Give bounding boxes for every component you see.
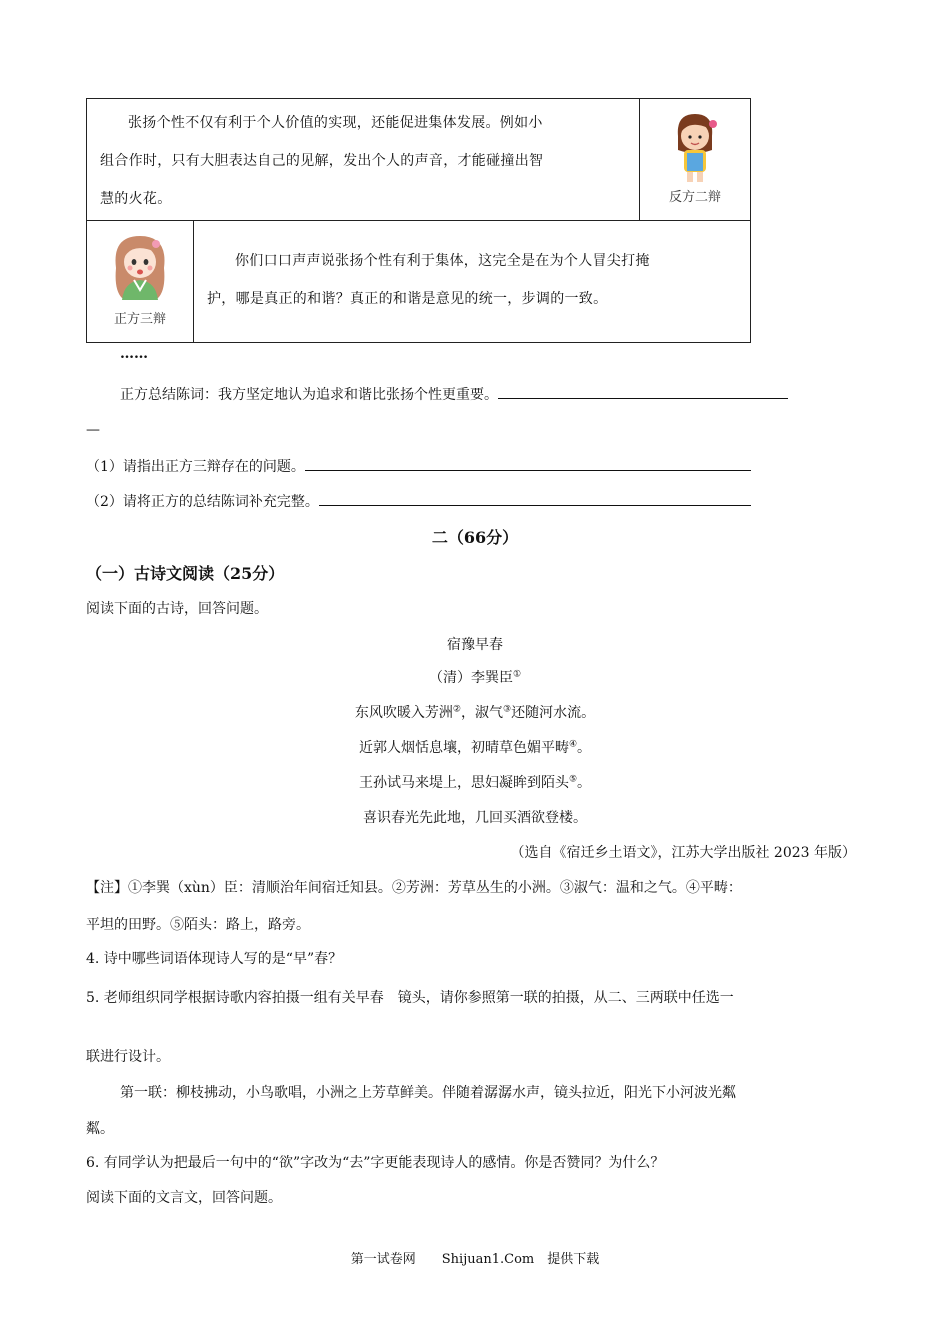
subsection-title: （一）古诗文阅读（25分）	[86, 564, 285, 583]
note-marker: ④	[568, 739, 578, 750]
avatar-cell-pro-third	[87, 221, 194, 343]
question-5-example-line-2: 粼。	[86, 1121, 114, 1137]
debate-row1-line3: 慧的火花。	[100, 191, 172, 207]
ellipsis: ……	[120, 346, 148, 362]
question-4: 4. 诗中哪些词语体现诗人写的是“早”春？	[86, 951, 343, 967]
question-2-answer-blank[interactable]	[319, 491, 751, 506]
debate-row2-line2: 护，哪是真正的和谐？真正的和谐是意见的统一，步调的一致。	[207, 291, 608, 307]
note-marker: ③	[503, 704, 512, 715]
question-6: 6. 有同学认为把最后一句中的“欲”字改为“去”字更能表现诗人的感情。你是否赞同？为什么？	[86, 1155, 665, 1171]
question-1-answer-blank[interactable]	[305, 456, 751, 471]
poem-line-4: 喜识春光先此地，几回买酒欲登楼。	[363, 810, 587, 826]
question-2-text: （2）请将正方的总结陈词补充完整。	[86, 494, 319, 510]
debate-table-row2	[86, 220, 751, 343]
poem-title: 宿豫早春	[447, 637, 503, 653]
page-footer: 第一试卷网 Shijuan1.Com 提供下载	[350, 1252, 600, 1267]
avatar-cell-con-second	[640, 99, 751, 221]
speaker-label-con-second: 反方二辩	[668, 190, 721, 205]
question-1	[86, 456, 751, 476]
poem-line-2: 近郭人烟恬息壤，初晴草色媚平畴④。	[358, 739, 592, 756]
poem-notes-line-1: 【注】①李巽（xùn）臣：清顺治年间宿迁知县。②芳洲：芳草丛生的小洲。③淑气：温和之气。④平畴：	[86, 880, 742, 896]
question-5-line-2: 联进行设计。	[86, 1049, 170, 1065]
speaker-label-pro-third: 正方三辩	[113, 312, 166, 327]
section-two-title: 二（66分）	[431, 528, 519, 547]
debate-row2-line1: 你们口口声声说张扬个性有利于集体，这完全是在为个人冒尖打掩	[235, 253, 650, 269]
summary-text: 正方总结陈词：我方坚定地认为追求和谐比张扬个性更重要。	[120, 387, 498, 403]
debate-row1-line1: 张扬个性不仅有利于个人价值的实现，还能促进集体发展。例如小	[128, 115, 543, 131]
summary-answer-blank[interactable]	[498, 384, 788, 399]
question-1-text: （1）请指出正方三辩存在的问题。	[86, 459, 305, 475]
summary-tail: —	[86, 422, 100, 438]
note-marker: ⑤	[568, 774, 578, 785]
note-marker: ②	[452, 704, 461, 715]
poem-source: （选自《宿迁乡土语文》，江苏大学出版社 2023 年版）	[510, 845, 856, 861]
poem-notes-line-2: 平坦的田野。⑤陌头：路上，路旁。	[86, 917, 310, 933]
poem-line-3: 王孙试马来堤上，思妇凝眸到陌头⑤。	[358, 774, 592, 791]
summary-statement	[120, 384, 788, 404]
girl-avatar-icon	[660, 106, 730, 184]
debate-cell-rebuttal	[87, 99, 640, 221]
prose-intro: 阅读下面的文言文，回答问题。	[86, 1190, 282, 1206]
debate-table	[86, 98, 751, 221]
note-marker: ①	[512, 669, 522, 680]
poem-author: （清）李巽臣①	[428, 669, 522, 686]
poem-intro: 阅读下面的古诗，回答问题。	[86, 601, 268, 617]
question-5-example-line-1: 第一联：柳枝拂动，小鸟歌唱，小洲之上芳草鲜美。伴随着潺潺水声，镜头拉近，阳光下小河波光粼	[120, 1085, 736, 1101]
debate-cell-statement	[194, 221, 751, 343]
girl-avatar-icon	[104, 228, 176, 306]
question-2	[86, 491, 751, 511]
debate-row1-line2: 组合作时，只有大胆表达自己的见解，发出个人的声音，才能碰撞出智	[100, 153, 544, 169]
poem-line-1: 东风吹暖入芳洲②，淑气③还随河水流。	[354, 704, 596, 721]
question-5-line-1: 5. 老师组织同学根据诗歌内容拍摄一组有关早春 镜头，请你参照第一联的拍摄，从二、三两联中任选一	[86, 990, 734, 1006]
